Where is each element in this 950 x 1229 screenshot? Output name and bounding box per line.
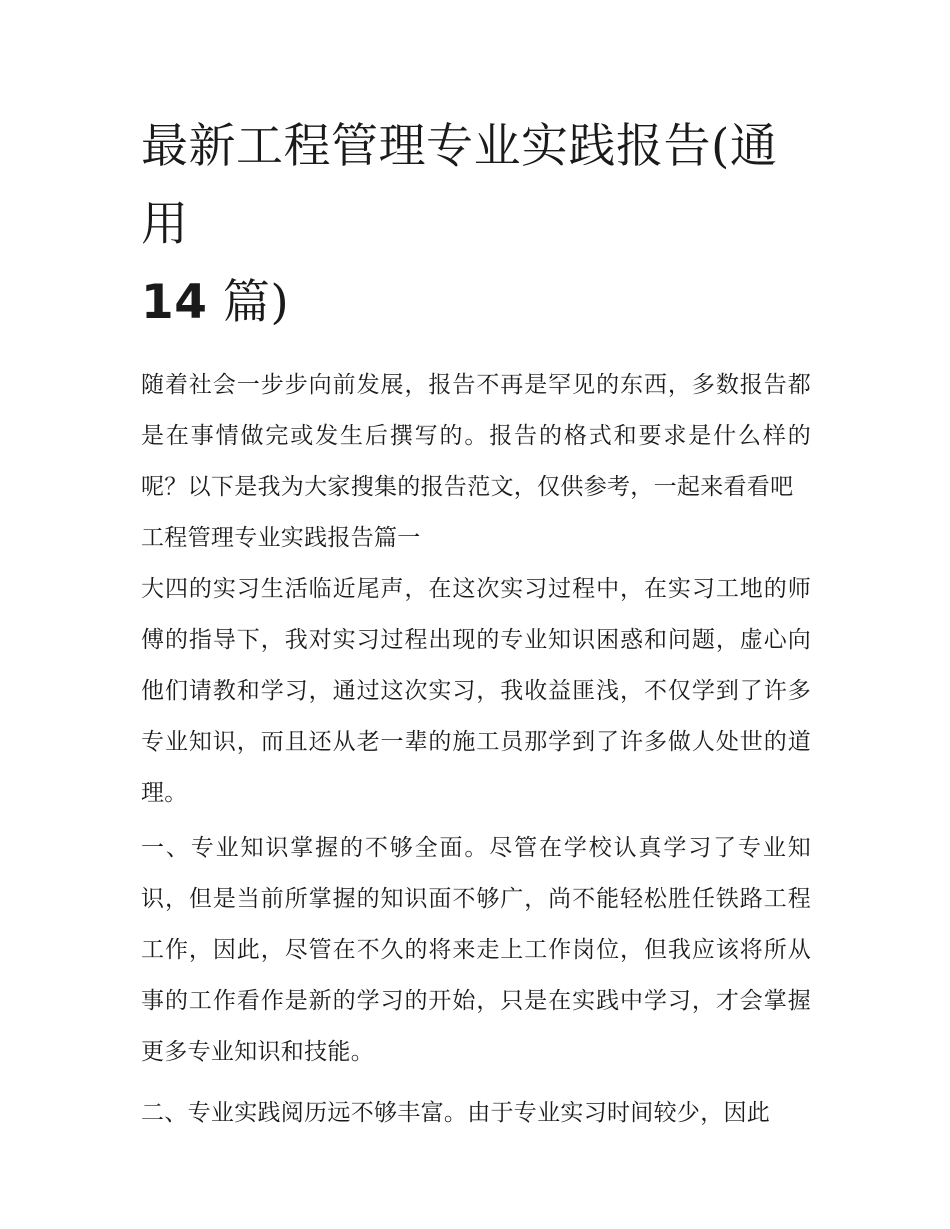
body-paragraph-1: 大四的实习生活临近尾声，在这次实习过程中，在实习工地的师傅的指导下，我对实习过程出现的专业知识困惑和问题，虚心向他们请教和学习，通过这次实习，我收益匪浅，不仅学到了许多专业知识，而且还从老一辈的施工员那学到了许多做人处世的道理。 bbox=[141, 576, 811, 806]
body-paragraph-2: 一、专业知识掌握的不够全面。尽管在学校认真学习了专业知识，但是当前所掌握的知识面不够广，尚不能轻松胜任铁路工程工作，因此，尽管在不久的将来走上工作岗位，但我应该将所从事的工作看作是新的学习的开始，只是在实践中学习，才会掌握更多专业知识和技能。 bbox=[141, 835, 811, 1065]
title-text-main: 最新工程管理专业实践报告(通用 bbox=[141, 119, 778, 252]
document-title bbox=[141, 108, 811, 342]
body-paragraph-3: 二、专业实践阅历远不够丰富。由于专业实习时间较少，因此 bbox=[141, 1100, 771, 1126]
section-heading: 工程管理专业实践报告篇一 bbox=[141, 525, 421, 551]
intro-paragraph: 随着社会一步步向前发展，报告不再是罕见的东西，多数报告都是在事情做完或发生后撰写的。报告的格式和要求是什么样的呢？以下是我为大家搜集的报告范文，仅供参考，一起来看看吧 bbox=[141, 372, 811, 500]
title-text-end: 篇) bbox=[222, 275, 290, 330]
title-number: 14 bbox=[141, 275, 208, 330]
document-page bbox=[141, 108, 811, 1139]
